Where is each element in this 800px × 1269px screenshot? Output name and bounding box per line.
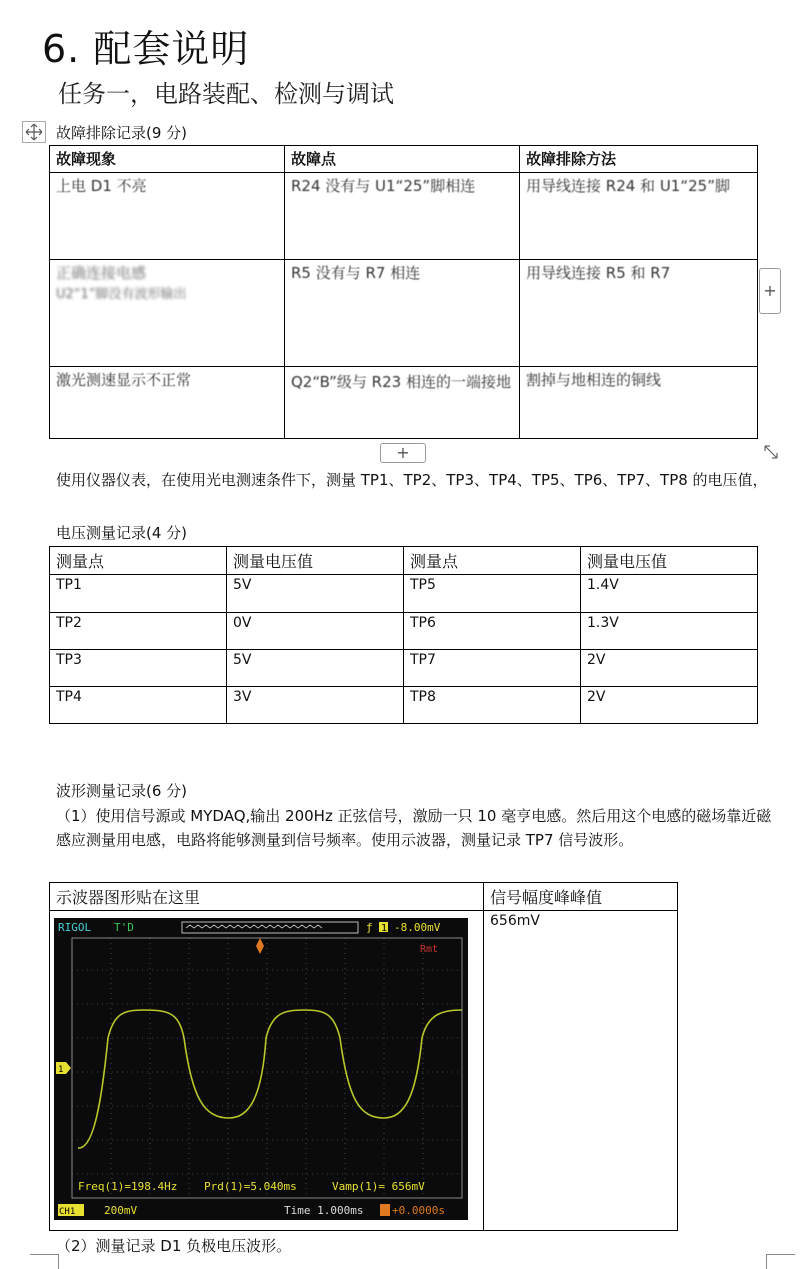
table-move-handle[interactable] — [22, 121, 46, 143]
move-icon — [23, 122, 45, 142]
cell-point: TP1 — [50, 575, 227, 613]
header-value-2: 测量电压值 — [581, 547, 758, 575]
cell-method: 用导线连接 R24 和 U1“25”脚 — [520, 173, 758, 260]
oscilloscope-screenshot — [54, 918, 468, 1220]
cell-peak-to-peak: 656mV — [484, 911, 678, 1231]
waveform-paragraph: （1）使用信号源或 MYDAQ,输出 200Hz 正弦信号，激励一只 10 毫亨电感。然后用这个电感的磁场靠近磁感应测量用电感，电路将能够测量到信号频率。使用示波器，测量记录 TP7 信号波形。 — [56, 807, 772, 849]
table-row — [50, 367, 758, 439]
header-fault-point: 故障点 — [285, 146, 520, 173]
scope-trig-ch: 1 — [381, 923, 388, 934]
page-heading — [42, 18, 249, 73]
cell-symptom: 正确连接电感 U2“1”脚没有波形输出 — [50, 260, 285, 367]
scope-vamp: Vamp(1)= 656mV — [332, 1180, 425, 1193]
cell-point: TP2 — [50, 613, 227, 650]
scope-trigger-level: -8.00mV — [394, 921, 441, 934]
scope-period: Prd(1)=5.040ms — [204, 1180, 297, 1193]
scope-mode: T'D — [114, 921, 134, 934]
header-point-2: 测量点 — [404, 547, 581, 575]
header-scope-image: 示波器图形贴在这里 — [50, 883, 484, 911]
voltage-table-caption: 电压测量记录(4 分) — [56, 524, 188, 542]
table-row — [50, 260, 758, 367]
cell-value: 1.4V — [581, 575, 758, 613]
cell-symptom: 激光测速显示不正常 — [50, 367, 285, 439]
cell-point: TP8 — [404, 687, 581, 724]
fault-table — [49, 145, 758, 439]
add-row-button[interactable]: + — [380, 443, 426, 463]
cell-method: 用导线连接 R5 和 R7 — [520, 260, 758, 367]
table-row — [50, 650, 758, 687]
cell-point: Q2“B”级与 R23 相连的一端接地 — [285, 367, 520, 439]
cell-value: 3V — [227, 687, 404, 724]
cell-point: R24 没有与 U1“25”脚相连 — [285, 173, 520, 260]
cell-value: 2V — [581, 687, 758, 724]
scope-offset-icon — [380, 1204, 390, 1216]
cell-symptom: 上电 D1 不亮 — [50, 173, 285, 260]
header-symptom: 故障现象 — [50, 146, 285, 173]
cell-point: R5 没有与 R7 相连 — [285, 260, 520, 367]
scope-ch-marker: 1 — [58, 1065, 64, 1075]
page-corner-right — [766, 1254, 795, 1269]
signal-waveform — [78, 1010, 462, 1148]
trigger-marker-icon — [256, 938, 264, 954]
table-row — [50, 687, 758, 724]
cell-value: 0V — [227, 613, 404, 650]
resize-handle[interactable] — [762, 443, 780, 461]
scope-run-state: Rmt — [420, 944, 439, 955]
voltage-table — [49, 546, 758, 724]
cell-value: 1.3V — [581, 613, 758, 650]
add-column-button[interactable]: + — [759, 268, 781, 314]
header-value-1: 测量电压值 — [227, 547, 404, 575]
scope-brand: RIGOL — [58, 921, 92, 934]
table-row — [50, 613, 758, 650]
scope-edge-icon: ƒ — [366, 921, 373, 934]
scope-freq: Freq(1)=198.4Hz — [78, 1180, 178, 1193]
scope-time-div: Time 1.000ms — [284, 1204, 364, 1217]
voltage-table-header — [50, 547, 758, 575]
cell-point: TP4 — [50, 687, 227, 724]
scope-grid — [72, 938, 462, 1198]
footer-text: （2）测量记录 D1 负极电压波形。 — [56, 1237, 292, 1255]
scope-offset: +0.0000s — [392, 1204, 445, 1217]
page-corner-left — [30, 1254, 59, 1269]
cell-value: 5V — [227, 650, 404, 687]
header-peak-to-peak: 信号幅度峰峰值 — [484, 883, 678, 911]
cell-value: 2V — [581, 650, 758, 687]
waveform-caption: 波形测量记录(6 分) — [56, 782, 188, 800]
heading-number: 6. — [42, 27, 81, 71]
fault-table-caption: 故障排除记录(9 分) — [56, 124, 188, 142]
fault-table-header — [50, 146, 758, 173]
scope-volts-div: 200mV — [104, 1204, 138, 1217]
instruction-text: 使用仪器仪表，在使用光电测速条件下，测量 TP1、TP2、TP3、TP4、TP5、TP6、TP7、TP8 的电压值， — [56, 471, 768, 489]
resize-icon — [762, 443, 780, 461]
cell-point: TP6 — [404, 613, 581, 650]
heading-title: 配套说明 — [93, 27, 250, 71]
cell-point: TP3 — [50, 650, 227, 687]
cell-method: 割掉与地相连的铜线 — [520, 367, 758, 439]
waveform-table-header — [50, 883, 678, 911]
cell-value: 5V — [227, 575, 404, 613]
table-row — [50, 173, 758, 260]
header-method: 故障排除方法 — [520, 146, 758, 173]
table-row — [50, 575, 758, 613]
cell-point: TP7 — [404, 650, 581, 687]
cell-point: TP5 — [404, 575, 581, 613]
section-subheading: 任务一，电路装配、检测与调试 — [58, 80, 394, 108]
header-point-1: 测量点 — [50, 547, 227, 575]
scope-ch-label: CH1 — [59, 1207, 76, 1217]
